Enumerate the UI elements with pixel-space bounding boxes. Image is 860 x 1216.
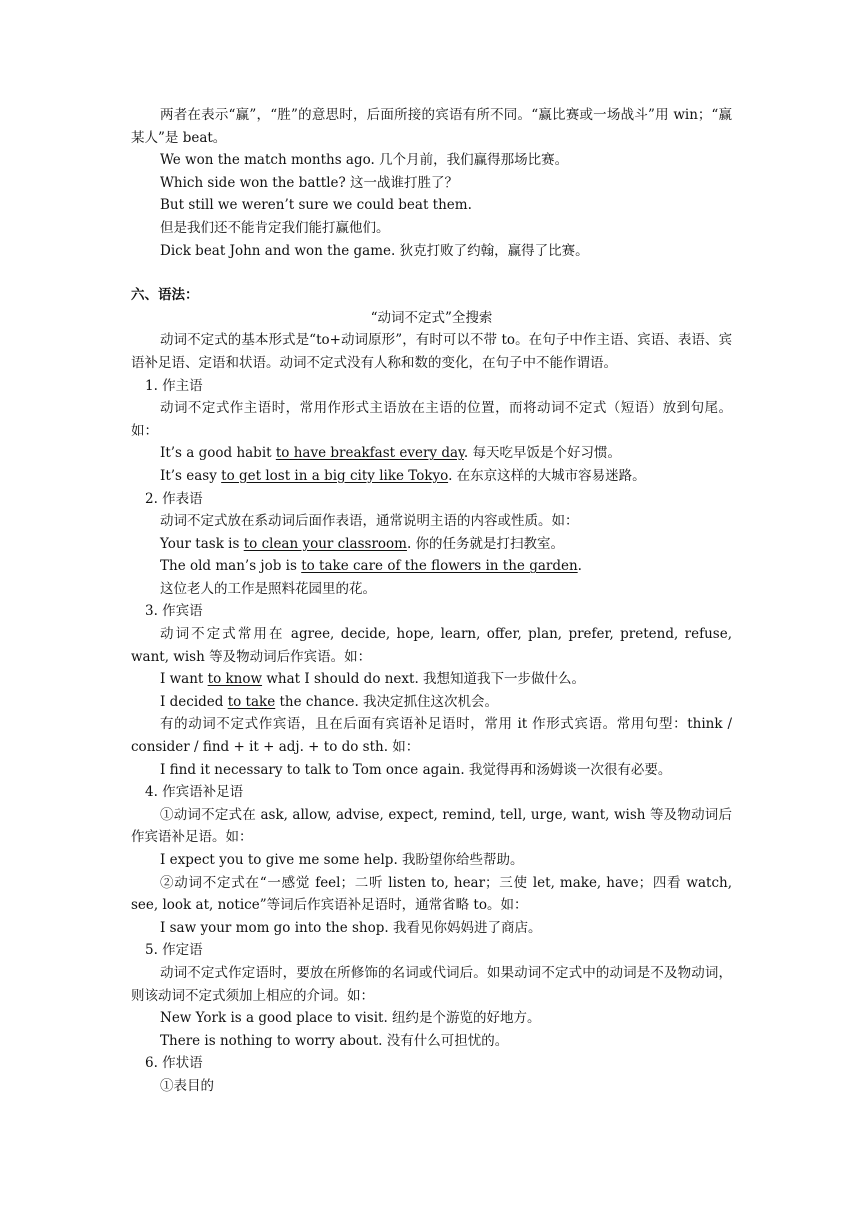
example-sentence: But still we weren’t sure we could beat them.: [160, 197, 472, 214]
section-gap: [131, 262, 732, 284]
example-sentence: We won the match months ago. 几个月前，我们赢得那场比赛。: [160, 152, 569, 169]
example-text: .: [577, 558, 582, 575]
subsection-item: ①表目的: [160, 1077, 214, 1094]
subsection-description: ②动词不定式在“一感觉 feel；二听 listen to, hear；三使 let, make, have；四看 watch, see, look at, notice”等词后作宾语补足语时，通常省略 to。如：: [131, 874, 732, 914]
example-text: the chance. 我决定抓住这次机会。: [275, 693, 499, 710]
subsection-heading: 5. 作定语: [145, 942, 203, 959]
subsection-description: 有的动词不定式作宾语，且在后面有宾语补足语时，常用 it 作形式宾语。常用句型：think / consider / find + it + adj. + to do sth. 如：: [131, 716, 732, 756]
underlined-phrase: to take care of the flowers in the garden: [301, 558, 578, 575]
example-text: Your task is: [160, 535, 244, 552]
example-text: It’s easy: [160, 467, 222, 484]
underlined-phrase: to know: [207, 671, 263, 688]
underlined-phrase: to take: [227, 693, 276, 710]
document-body: [131, 104, 732, 1098]
example-sentence: [131, 533, 732, 556]
example-sentence: [131, 668, 732, 691]
example-text: . 在东京这样的大城市容易迷路。: [448, 467, 646, 484]
example-sentence: New York is a good place to visit. 纽约是个游览的好地方。: [160, 1010, 541, 1027]
example-sentence: [131, 465, 732, 488]
example-text: what I should do next. 我想知道我下一步做什么。: [262, 671, 586, 688]
section-heading: 六、语法：: [131, 287, 199, 304]
example-sentence: I find it necessary to talk to Tom once again. 我觉得再和汤姆谈一次很有必要。: [160, 761, 672, 778]
subsection-description: 动词不定式作主语时，常用作形式主语放在主语的位置，而将动词不定式（短语）放到句尾。如：: [131, 400, 732, 439]
example-sentence: Dick beat John and won the game. 狄克打败了约翰，赢得了比赛。: [160, 242, 589, 259]
subsection-description: 动词不定式常用在 agree, decide, hope, learn, offer, plan, prefer, pretend, refuse, want, wish 等及物动词后作宾语。如：: [131, 626, 732, 665]
subsection-description: ①动词不定式在 ask, allow, advise, expect, remind, tell, urge, want, wish 等及物动词后作宾语补足语。如：: [131, 806, 732, 846]
example-sentence: [131, 691, 732, 714]
example-sentence: [131, 442, 732, 465]
subsection-heading: 1. 作主语: [145, 377, 203, 394]
grammar-title: “动词不定式”全搜索: [370, 309, 493, 326]
example-text: I decided: [160, 693, 228, 710]
subsection-heading: 2. 作表语: [145, 490, 203, 507]
example-text: I want: [160, 671, 208, 688]
example-sentence: Which side won the battle? 这一战谁打胜了？: [160, 174, 459, 191]
subsection-description: 动词不定式作定语时，要放在所修饰的名词或代词后。如果动词不定式中的动词是不及物动词，则该动词不定式须加上相应的介词。如：: [131, 964, 732, 1004]
subsection-heading: 4. 作宾语补足语: [145, 784, 244, 801]
example-sentence: I saw your mom go into the shop. 我看见你妈妈进了商店。: [160, 919, 542, 936]
underlined-phrase: to have breakfast every day: [275, 445, 464, 462]
example-text: . 你的任务就是打扫教室。: [406, 535, 565, 552]
underlined-phrase: to get lost in a big city like Tokyo: [221, 467, 449, 484]
example-text: It’s a good habit: [160, 445, 276, 462]
example-translation: 这位老人的工作是照料花园里的花。: [160, 580, 376, 597]
example-sentence: I expect you to give me some help. 我盼望你给些帮助。: [160, 852, 524, 868]
example-text: The old man’s job is: [160, 558, 302, 575]
subsection-description: 动词不定式放在系动词后面作表语，通常说明主语的内容或性质。如：: [160, 513, 579, 530]
grammar-overview: 动词不定式的基本形式是“to+动词原形”，有时可以不带 to。在句子中作主语、宾语、表语、宾语补足语、定语和状语。动词不定式没有人称和数的变化，在句子中不能作谓语。: [131, 332, 732, 371]
subsection-heading: 3. 作宾语: [145, 603, 203, 620]
example-translation: 但是我们还不能肯定我们能打赢他们。: [160, 219, 390, 236]
example-text: . 每天吃早饭是个好习惯。: [463, 445, 621, 462]
underlined-phrase: to clean your classroom: [243, 535, 407, 552]
intro-paragraph: 两者在表示“赢”，“胜”的意思时，后面所接的宾语有所不同。“赢比赛或一场战斗”用 win；“赢某人”是 beat。: [131, 107, 732, 146]
subsection-heading: 6. 作状语: [145, 1055, 203, 1072]
example-sentence: [131, 555, 732, 578]
example-sentence: There is nothing to worry about. 没有什么可担忧的。: [160, 1032, 509, 1049]
